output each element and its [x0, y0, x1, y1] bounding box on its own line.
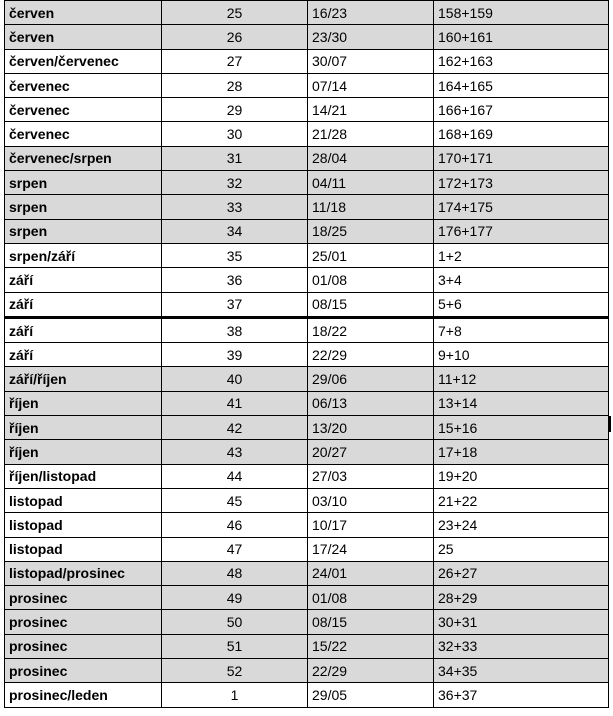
month-cell[interactable]: září [5, 292, 162, 317]
date-range-cell[interactable]: 24/01 [308, 561, 434, 585]
week-number-cell[interactable]: 1 [162, 683, 308, 707]
month-cell[interactable]: prosinec [5, 610, 162, 634]
date-range-cell[interactable]: 22/29 [308, 659, 434, 683]
week-number-cell[interactable]: 31 [162, 146, 308, 170]
spreadsheet [4, 0, 608, 708]
pages-cell[interactable]: 7+8 [434, 317, 609, 342]
month-cell[interactable]: červen [5, 25, 162, 49]
table-row[interactable] [5, 268, 609, 292]
month-cell[interactable]: září [5, 343, 162, 367]
week-number-cell[interactable]: 51 [162, 634, 308, 658]
table-row[interactable] [5, 586, 609, 610]
pages-cell[interactable]: 5+6 [434, 292, 609, 317]
month-cell[interactable]: červen [5, 1, 162, 25]
month-cell[interactable]: srpen [5, 219, 162, 243]
month-cell[interactable]: říjen/listopad [5, 464, 162, 488]
pages-cell[interactable]: 36+37 [434, 683, 609, 707]
date-range-cell[interactable]: 17/24 [308, 537, 434, 561]
month-cell[interactable]: září [5, 317, 162, 342]
table-row[interactable] [5, 317, 609, 342]
table-row[interactable] [5, 25, 609, 49]
table-row[interactable] [5, 243, 609, 267]
week-number-cell[interactable]: 48 [162, 561, 308, 585]
date-range-cell[interactable]: 22/29 [308, 343, 434, 367]
month-cell[interactable]: srpen [5, 195, 162, 219]
week-number-cell[interactable]: 39 [162, 343, 308, 367]
week-number-cell[interactable]: 29 [162, 98, 308, 122]
month-cell[interactable]: listopad [5, 488, 162, 512]
date-range-cell[interactable]: 23/30 [308, 25, 434, 49]
table-row[interactable] [5, 683, 609, 707]
table-row[interactable] [5, 464, 609, 488]
table-row[interactable] [5, 292, 609, 317]
week-number-cell[interactable]: 43 [162, 440, 308, 464]
date-range-cell[interactable]: 14/21 [308, 98, 434, 122]
pages-cell[interactable]: 176+177 [434, 219, 609, 243]
pages-cell[interactable]: 11+12 [434, 367, 609, 391]
date-range-cell[interactable]: 15/22 [308, 634, 434, 658]
date-range-cell[interactable]: 30/07 [308, 49, 434, 73]
month-cell[interactable]: září/říjen [5, 367, 162, 391]
table-row[interactable] [5, 513, 609, 537]
pages-cell[interactable]: 1+2 [434, 243, 609, 267]
table-row[interactable] [5, 659, 609, 683]
date-range-cell[interactable]: 10/17 [308, 513, 434, 537]
table-row[interactable] [5, 634, 609, 658]
pages-cell[interactable]: 19+20 [434, 464, 609, 488]
month-cell[interactable]: září [5, 268, 162, 292]
month-cell[interactable]: říjen [5, 440, 162, 464]
table-row[interactable] [5, 73, 609, 97]
pages-cell[interactable]: 158+159 [434, 1, 609, 25]
pages-cell[interactable]: 166+167 [434, 98, 609, 122]
pages-cell[interactable]: 168+169 [434, 122, 609, 146]
month-cell[interactable]: červenec [5, 122, 162, 146]
week-number-cell[interactable]: 42 [162, 416, 308, 440]
pages-cell[interactable]: 28+29 [434, 586, 609, 610]
pages-cell[interactable]: 15+16 [434, 416, 609, 440]
table-row[interactable] [5, 610, 609, 634]
date-range-cell[interactable]: 11/18 [308, 195, 434, 219]
schedule-table [4, 0, 609, 708]
table-row[interactable] [5, 561, 609, 585]
week-number-cell[interactable]: 36 [162, 268, 308, 292]
week-number-cell[interactable]: 37 [162, 292, 308, 317]
week-number-cell[interactable]: 35 [162, 243, 308, 267]
pages-cell[interactable]: 170+171 [434, 146, 609, 170]
pages-cell[interactable]: 21+22 [434, 488, 609, 512]
date-range-cell[interactable]: 21/28 [308, 122, 434, 146]
week-number-cell[interactable]: 40 [162, 367, 308, 391]
week-number-cell[interactable]: 47 [162, 537, 308, 561]
table-row[interactable] [5, 1, 609, 25]
pages-cell[interactable]: 164+165 [434, 73, 609, 97]
week-number-cell[interactable]: 33 [162, 195, 308, 219]
month-cell[interactable]: srpen [5, 171, 162, 195]
month-cell[interactable]: červenec/srpen [5, 146, 162, 170]
table-row[interactable] [5, 537, 609, 561]
month-cell[interactable]: prosinec/leden [5, 683, 162, 707]
pages-cell[interactable]: 3+4 [434, 268, 609, 292]
week-number-cell[interactable]: 41 [162, 391, 308, 415]
table-row[interactable] [5, 343, 609, 367]
week-number-cell[interactable]: 28 [162, 73, 308, 97]
month-cell[interactable]: srpen/září [5, 243, 162, 267]
table-row[interactable] [5, 367, 609, 391]
pages-cell[interactable]: 23+24 [434, 513, 609, 537]
date-range-cell[interactable]: 04/11 [308, 171, 434, 195]
pages-cell[interactable]: 30+31 [434, 610, 609, 634]
date-range-cell[interactable]: 18/25 [308, 219, 434, 243]
date-range-cell[interactable]: 20/27 [308, 440, 434, 464]
date-range-cell[interactable]: 28/04 [308, 146, 434, 170]
month-cell[interactable]: listopad/prosinec [5, 561, 162, 585]
week-number-cell[interactable]: 25 [162, 1, 308, 25]
pages-cell[interactable]: 13+14 [434, 391, 609, 415]
pages-cell[interactable]: 32+33 [434, 634, 609, 658]
week-number-cell[interactable]: 52 [162, 659, 308, 683]
table-row[interactable] [5, 98, 609, 122]
pages-cell[interactable]: 172+173 [434, 171, 609, 195]
date-range-cell[interactable]: 18/22 [308, 317, 434, 342]
date-range-cell[interactable]: 13/20 [308, 416, 434, 440]
schedule-rows [5, 1, 609, 708]
date-range-cell[interactable]: 07/14 [308, 73, 434, 97]
month-cell[interactable]: červenec [5, 73, 162, 97]
table-row[interactable] [5, 195, 609, 219]
week-number-cell[interactable]: 26 [162, 25, 308, 49]
table-row[interactable] [5, 122, 609, 146]
pages-cell[interactable]: 162+163 [434, 49, 609, 73]
date-range-cell[interactable]: 16/23 [308, 1, 434, 25]
date-range-cell[interactable]: 27/03 [308, 464, 434, 488]
pages-cell[interactable]: 160+161 [434, 25, 609, 49]
pages-cell[interactable]: 17+18 [434, 440, 609, 464]
table-row[interactable] [5, 440, 609, 464]
pages-cell[interactable]: 174+175 [434, 195, 609, 219]
month-cell[interactable]: listopad [5, 537, 162, 561]
table-row[interactable] [5, 391, 609, 415]
date-range-cell[interactable]: 03/10 [308, 488, 434, 512]
text-cursor [609, 416, 611, 432]
month-cell[interactable]: prosinec [5, 659, 162, 683]
date-range-cell[interactable]: 01/08 [308, 268, 434, 292]
pages-cell[interactable]: 25 [434, 537, 609, 561]
table-row[interactable] [5, 49, 609, 73]
date-range-cell[interactable]: 25/01 [308, 243, 434, 267]
table-row[interactable] [5, 488, 609, 512]
week-number-cell[interactable]: 32 [162, 171, 308, 195]
table-row[interactable] [5, 171, 609, 195]
week-number-cell[interactable]: 27 [162, 49, 308, 73]
month-cell[interactable]: říjen [5, 416, 162, 440]
pages-cell[interactable]: 34+35 [434, 659, 609, 683]
date-range-cell[interactable]: 29/05 [308, 683, 434, 707]
week-number-cell[interactable]: 45 [162, 488, 308, 512]
date-range-cell[interactable]: 08/15 [308, 292, 434, 317]
table-row[interactable] [5, 219, 609, 243]
week-number-cell[interactable]: 38 [162, 317, 308, 342]
week-number-cell[interactable]: 49 [162, 586, 308, 610]
date-range-cell[interactable]: 29/06 [308, 367, 434, 391]
date-range-cell[interactable]: 06/13 [308, 391, 434, 415]
week-number-cell[interactable]: 30 [162, 122, 308, 146]
pages-cell[interactable]: 9+10 [434, 343, 609, 367]
week-number-cell[interactable]: 46 [162, 513, 308, 537]
month-cell[interactable]: prosinec [5, 586, 162, 610]
month-cell[interactable]: červen/červenec [5, 49, 162, 73]
date-range-cell[interactable]: 08/15 [308, 610, 434, 634]
pages-cell[interactable]: 26+27 [434, 561, 609, 585]
week-number-cell[interactable]: 34 [162, 219, 308, 243]
month-cell[interactable]: říjen [5, 391, 162, 415]
week-number-cell[interactable]: 44 [162, 464, 308, 488]
date-range-cell[interactable]: 01/08 [308, 586, 434, 610]
month-cell[interactable]: červenec [5, 98, 162, 122]
month-cell[interactable]: prosinec [5, 634, 162, 658]
week-number-cell[interactable]: 50 [162, 610, 308, 634]
month-cell[interactable]: listopad [5, 513, 162, 537]
table-row[interactable] [5, 416, 609, 440]
table-row[interactable] [5, 146, 609, 170]
